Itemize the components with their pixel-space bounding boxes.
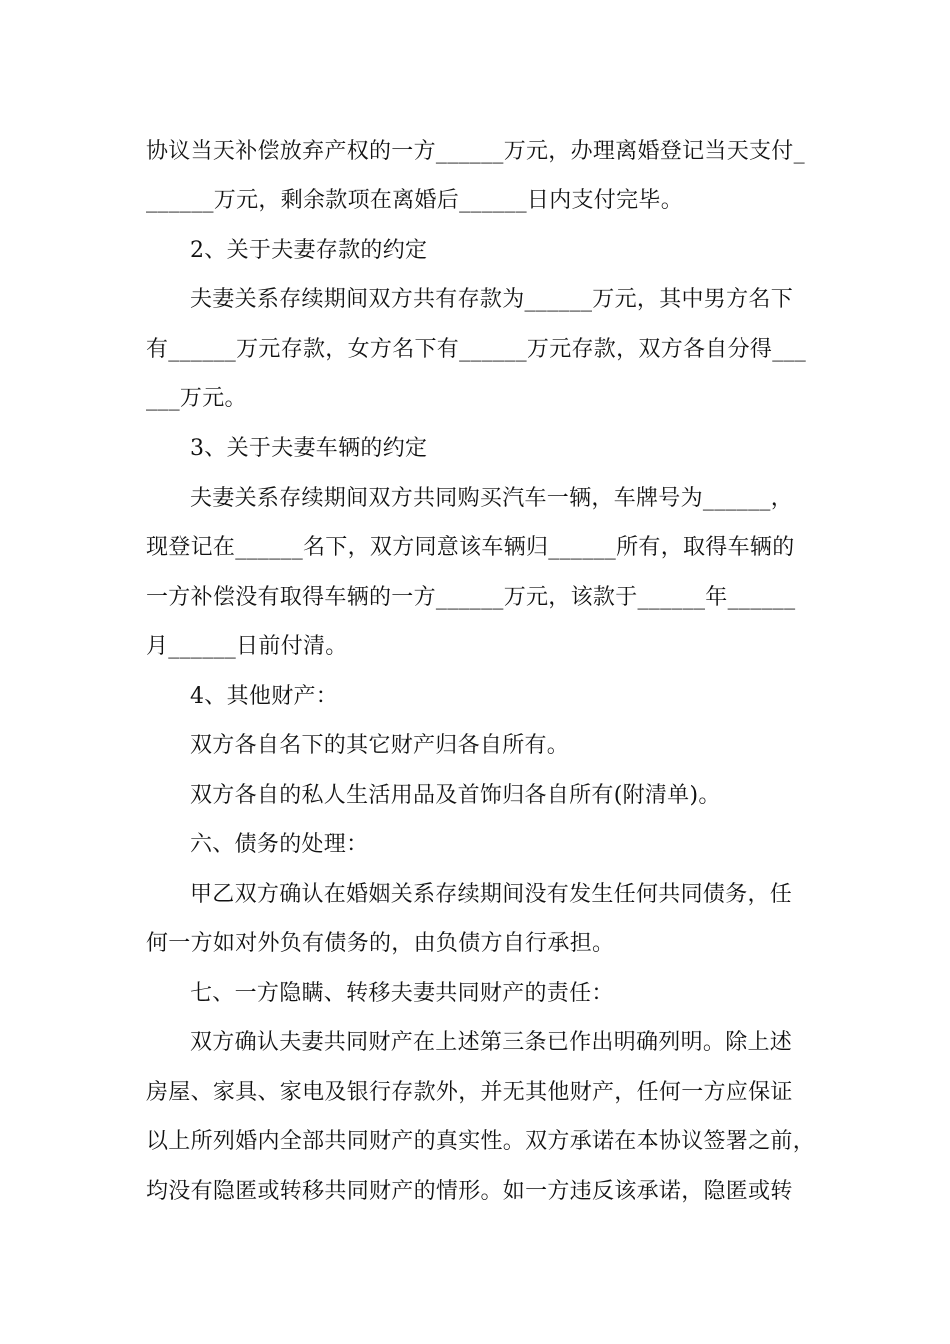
text-line: ___万元。 <box>146 386 247 411</box>
text-line: 协议当天补偿放弃产权的一方______万元，办理离婚登记当天支付_ <box>146 139 805 164</box>
text-line: 月______日前付清。 <box>146 634 348 659</box>
text-line: 现登记在______名下，双方同意该车辆归______所有，取得车辆的 <box>146 535 795 560</box>
section-heading: 3、关于夫妻车辆的约定 <box>190 436 428 461</box>
text-line: 何一方如对外负有债务的，由负债方自行承担。 <box>146 931 615 956</box>
text-line: 双方确认夫妻共同财产在上述第三条已作出明确列明。除上述 <box>190 1030 793 1055</box>
section-heading: 4、其他财产： <box>190 684 339 709</box>
text-line: 均没有隐匿或转移共同财产的情形。如一方违反该承诺，隐匿或转 <box>146 1179 793 1204</box>
text-line: 双方各自的私人生活用品及首饰归各自所有(附清单)。 <box>190 783 721 808</box>
text-line: 双方各自名下的其它财产归各自所有。 <box>190 733 570 758</box>
text-line: 以上所列婚内全部共同财产的真实性。双方承诺在本协议签署之前， <box>146 1129 816 1154</box>
text-line: ______万元，剩余款项在离婚后______日内支付完毕。 <box>146 188 684 213</box>
section-heading: 六、债务的处理： <box>190 832 369 857</box>
section-heading: 七、一方隐瞒、转移夫妻共同财产的责任： <box>190 981 614 1006</box>
text-line: 有______万元存款，女方名下有______万元存款，双方各自分得___ <box>146 337 807 362</box>
text-line: 甲乙双方确认在婚姻关系存续期间没有发生任何共同债务，任 <box>190 882 793 907</box>
text-line: 房屋、家具、家电及银行存款外，并无其他财产，任何一方应保证 <box>146 1080 793 1105</box>
text-line: 夫妻关系存续期间双方共有存款为______万元，其中男方名下 <box>190 287 794 312</box>
text-line: 一方补偿没有取得车辆的一方______万元，该款于______年______ <box>146 585 796 610</box>
section-heading: 2、关于夫妻存款的约定 <box>190 238 428 263</box>
text-line: 夫妻关系存续期间双方共同购买汽车一辆，车牌号为______， <box>190 486 794 511</box>
